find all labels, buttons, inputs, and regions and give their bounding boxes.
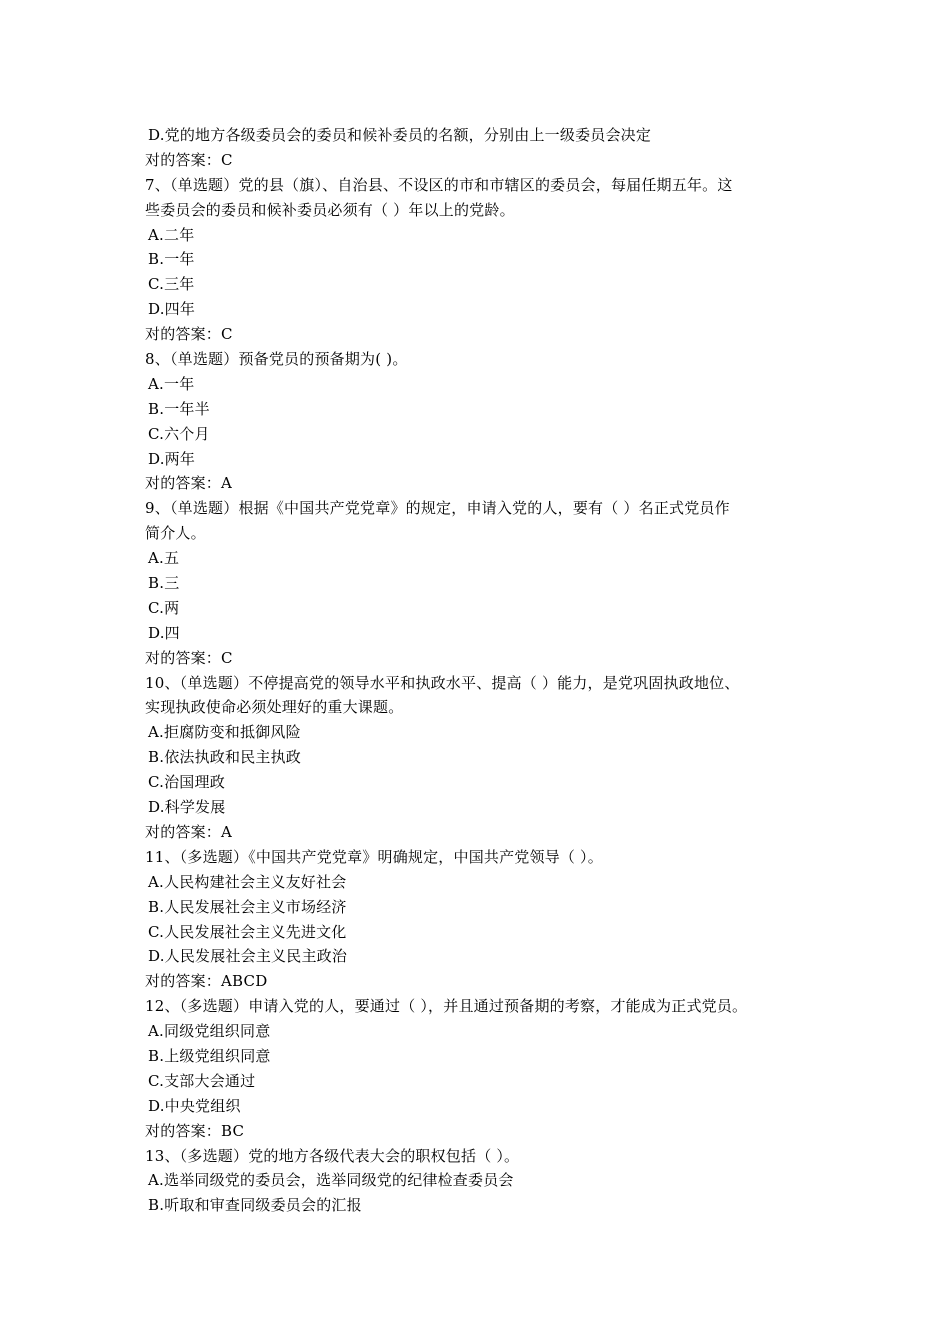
correct-answer: 对的答案：ABCD <box>145 972 268 991</box>
answer-option: A.二年 <box>148 225 195 244</box>
correct-answer: 对的答案：BC <box>145 1121 245 1140</box>
answer-option: D.四 <box>148 623 180 642</box>
answer-option: D.科学发展 <box>148 798 226 817</box>
correct-answer: 对的答案：C <box>145 648 233 667</box>
answer-option: B.人民发展社会主义市场经济 <box>148 897 347 916</box>
question-text: 实现执政使命必须处理好的重大课题。 <box>145 698 404 717</box>
answer-option: B.一年 <box>148 250 195 269</box>
answer-option: D.四年 <box>148 300 196 319</box>
answer-option: C.两 <box>148 598 180 617</box>
answer-option: B.依法执政和民主执政 <box>148 748 301 767</box>
answer-option: A.选举同级党的委员会，选举同级党的纪律检查委员会 <box>148 1171 514 1190</box>
question-text: 简介人。 <box>145 524 206 543</box>
answer-option: B.听取和审查同级委员会的汇报 <box>148 1196 362 1215</box>
answer-option: D.党的地方各级委员会的委员和候补委员的名额，分别由上一级委员会决定 <box>148 126 652 144</box>
answer-option: C.三年 <box>148 275 195 294</box>
question-text: 些委员会的委员和候补委员必须有（ ）年以上的党龄。 <box>145 200 515 219</box>
answer-option: C.人民发展社会主义先进文化 <box>148 922 347 941</box>
question-text: 10、（单选题）不停提高党的领导水平和执政水平、提高（ ）能力，是党巩固执政地位、 <box>145 673 740 692</box>
question-text: 13、（多选题）党的地方各级代表大会的职权包括（ ）。 <box>145 1146 520 1165</box>
question-text: 11、（多选题）《中国共产党党章》明确规定，中国共产党领导（ ）。 <box>145 847 603 866</box>
question-text: 12、（多选题）申请入党的人，要通过（ ），并且通过预备期的考察，才能成为正式党员。 <box>145 997 748 1016</box>
answer-option: B.三 <box>148 574 180 593</box>
answer-option: D.人民发展社会主义民主政治 <box>148 947 348 966</box>
question-text: 7、（单选题）党的县（旗）、自治县、不设区的市和市辖区的委员会，每届任期五年。这 <box>145 175 733 194</box>
answer-option: A.拒腐防变和抵御风险 <box>148 723 301 742</box>
question-text: 8、（单选题）预备党员的预备期为( )。 <box>145 350 408 369</box>
answer-option: A.人民构建社会主义友好社会 <box>148 872 347 891</box>
document-page <box>145 123 825 1218</box>
answer-option: B.一年半 <box>148 399 210 418</box>
correct-answer: 对的答案：C <box>145 150 233 169</box>
answer-option: A.同级党组织同意 <box>148 1022 271 1041</box>
answer-option: C.六个月 <box>148 424 210 443</box>
answer-option: C.治国理政 <box>148 773 225 792</box>
answer-option: A.一年 <box>148 374 195 393</box>
answer-option: A.五 <box>148 549 180 568</box>
answer-option: C.支部大会通过 <box>148 1071 256 1090</box>
answer-option: B.上级党组织同意 <box>148 1046 271 1065</box>
correct-answer: 对的答案：A <box>145 822 233 841</box>
correct-answer: 对的答案：C <box>145 325 233 344</box>
answer-option: D.两年 <box>148 449 196 468</box>
question-text: 9、（单选题）根据《中国共产党党章》的规定，申请入党的人，要有（ ）名正式党员作 <box>145 499 730 518</box>
correct-answer: 对的答案：A <box>145 474 233 493</box>
answer-option: D.中央党组织 <box>148 1096 241 1115</box>
